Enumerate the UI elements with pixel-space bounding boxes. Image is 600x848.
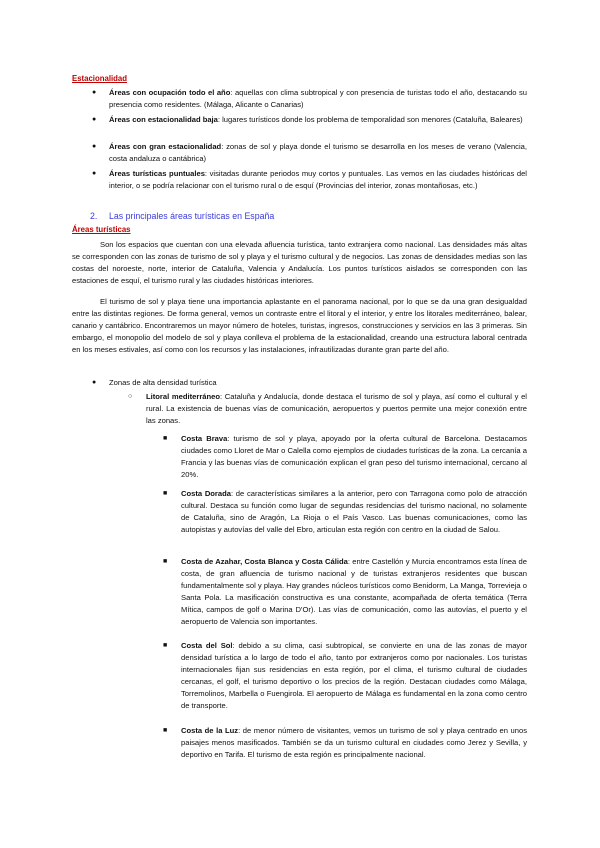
coast-term: Costa del Sol [181, 641, 233, 650]
square-bullet-icon: ■ [163, 435, 168, 442]
coast-item [181, 433, 527, 481]
item-text: : zonas de sol y playa donde el turismo se desarrolla en los meses de verano (Valencia, costa andaluza o cantábrica) [109, 142, 527, 163]
item-text: : visitadas durante periodos muy cortos y puntuales. Las vemos en las ciudades históricas del interior, o se podría relacionar con el turismo rural o de esquí (Provincias del interior, zonas montañosas, etc.) [109, 169, 527, 190]
coast-item [181, 725, 527, 761]
section-heading-areas: Las principales áreas turísticas en España [109, 211, 275, 221]
coast-term: Costa de Azahar, Costa Blanca y Costa Cálida [181, 557, 348, 566]
zone-title: Zonas de alta densidad turística [109, 378, 217, 387]
list-item [109, 87, 527, 111]
item-text: : aquellas con clima subtropical y con presencia de turistas todo el año, destacando su presencia como residentes. (Málaga, Alicante o Canarias) [109, 88, 527, 109]
bullet-icon: ● [92, 143, 97, 150]
coast-item [181, 556, 527, 628]
litoral-item [146, 391, 527, 427]
bullet-icon: ● [92, 116, 97, 123]
coast-term: Costa Dorada [181, 489, 231, 498]
coast-text: : debido a su clima, casi subtropical, se convierte en una de las zonas de mayor densidad turística a lo largo de todo el año, tanto por extranjeros como por nacionales. Los turistas internacionales fijan sus residencias en esta región, por el clima, el turismo cultural de ciudades cercanas, el golf, el turismo deportivo o los precios de la región. Destacan ciudades como Málaga, Torremolinos, Marbella o Fuengirola. El aeropuerto de Málaga es fundamental en la zona como centro de transporte. [181, 641, 527, 710]
coast-item [181, 640, 527, 712]
list-item [109, 168, 527, 192]
bullet-icon: ● [92, 89, 97, 96]
circle-bullet-icon: ○ [128, 393, 133, 400]
bullet-icon: ● [92, 379, 97, 386]
litoral-text: : Cataluña y Andalucía, donde destaca el turismo de sol y playa, así como el cultural y el rural. La existencia de buenas vías de comunicación, aeropuertos y puertos permite una mejor conexión entre las zonas. [146, 392, 527, 425]
coast-text: : de menor número de visitantes, vemos un turismo de sol y playa centrado en unos paisajes menos masificados. También se da un turismo cultural en ciudades como Jerez y Sevilla, y deportivo en Tarifa. El turismo de esta región es principalmente nacional. [181, 726, 527, 759]
section-heading-estacionalidad: Estacionalidad [72, 74, 128, 83]
coast-text: : entre Castellón y Murcia encontramos esta línea de costa, de gran afluencia de turismo nacional y de turistas extranjeros residentes que buscan fundamentalmente sol y playa. Hay grandes núcleos turísticos como Benidorm, La Manga, Torrevieja o Santa Pola. La masificación constructiva es una constante, acompañada de oferta temática (Terra Mítica, campos de golf o Marina D'Or). Las vías de comunicación, como las autovías, el puerto y el aeropuerto de Valencia son importantes. [181, 557, 527, 626]
section-number: 2. [90, 211, 98, 221]
item-term: Áreas con ocupación todo el año [109, 88, 231, 97]
coast-text: : de características similares a la anterior, pero con Tarragona como polo de atracción cultural. Destaca su función como lugar de segundas residencias del turismo nacional, no solamente de Cataluña, sino de Aragón, La Rioja o el País Vasco. Las buenas comunicaciones, como las autopistas y autovías del valle del Ebro, articulan esta región con centro en la ciudad de Salou. [181, 489, 527, 534]
item-term: Áreas turísticas puntuales [109, 169, 205, 178]
item-text: : lugares turísticos donde los problema de temporalidad son menores (Cataluña, Baleares) [217, 115, 523, 124]
coast-term: Costa de la Luz [181, 726, 239, 735]
square-bullet-icon: ■ [163, 727, 168, 734]
coast-item [181, 488, 527, 536]
item-term: Áreas con estacionalidad baja [109, 115, 218, 124]
square-bullet-icon: ■ [163, 642, 168, 649]
list-item [109, 141, 527, 165]
bullet-icon: ● [92, 170, 97, 177]
square-bullet-icon: ■ [163, 490, 168, 497]
litoral-term: Litoral mediterráneo [146, 392, 221, 401]
coast-text: : turismo de sol y playa, apoyado por la oferta cultural de Barcelona. Destacamos ciudades como Lloret de Mar o Calella como ejemplos de ciudades turísticas de la zona. La cercanía a Francia y las buenas vías de comunicación explican el gran peso del turismo internacional, cercano al 20%. [181, 434, 527, 479]
coast-term: Costa Brava [181, 434, 228, 443]
square-bullet-icon: ■ [163, 558, 168, 565]
paragraph-intro: Son los espacios que cuentan con una elevada afluencia turística, tanto extranjera como nacional. Las densidades más altas se corresponden con las zonas de turismo de sol y playa y el turismo cultural y de negocios. Las zonas de densidades medias son las costas del noroeste, norte, interior de Cataluña, Valencia y Andalucía. Los puntos turísticos aislados se corresponden con las estaciones de esquí, el turismo rural y las ciudades históricas interiores. [72, 240, 527, 285]
item-term: Áreas con gran estacionalidad [109, 142, 222, 151]
list-item [109, 114, 527, 126]
subsection-heading: Áreas turísticas [72, 225, 131, 234]
paragraph-sol-playa: El turismo de sol y playa tiene una importancia aplastante en el panorama nacional, por lo que se da una gran desigualdad entre las distintas regiones. De forma general, vemos un contraste entre el litoral y el interior, y entre los litorales mediterráneo, balear, canario y cantábrico. Encontraremos un mayor número de hoteles, turistas, ingresos, construcciones y servicios en las 3 primeras. Sin embargo, el monopolio del modelo de sol y playa conlleva el problema de la estacionalidad, creando una estructura laboral centrada en los meses estivales, así como con los recursos y las instalaciones, infrautilizadas durante gran parte del año. [72, 297, 527, 354]
